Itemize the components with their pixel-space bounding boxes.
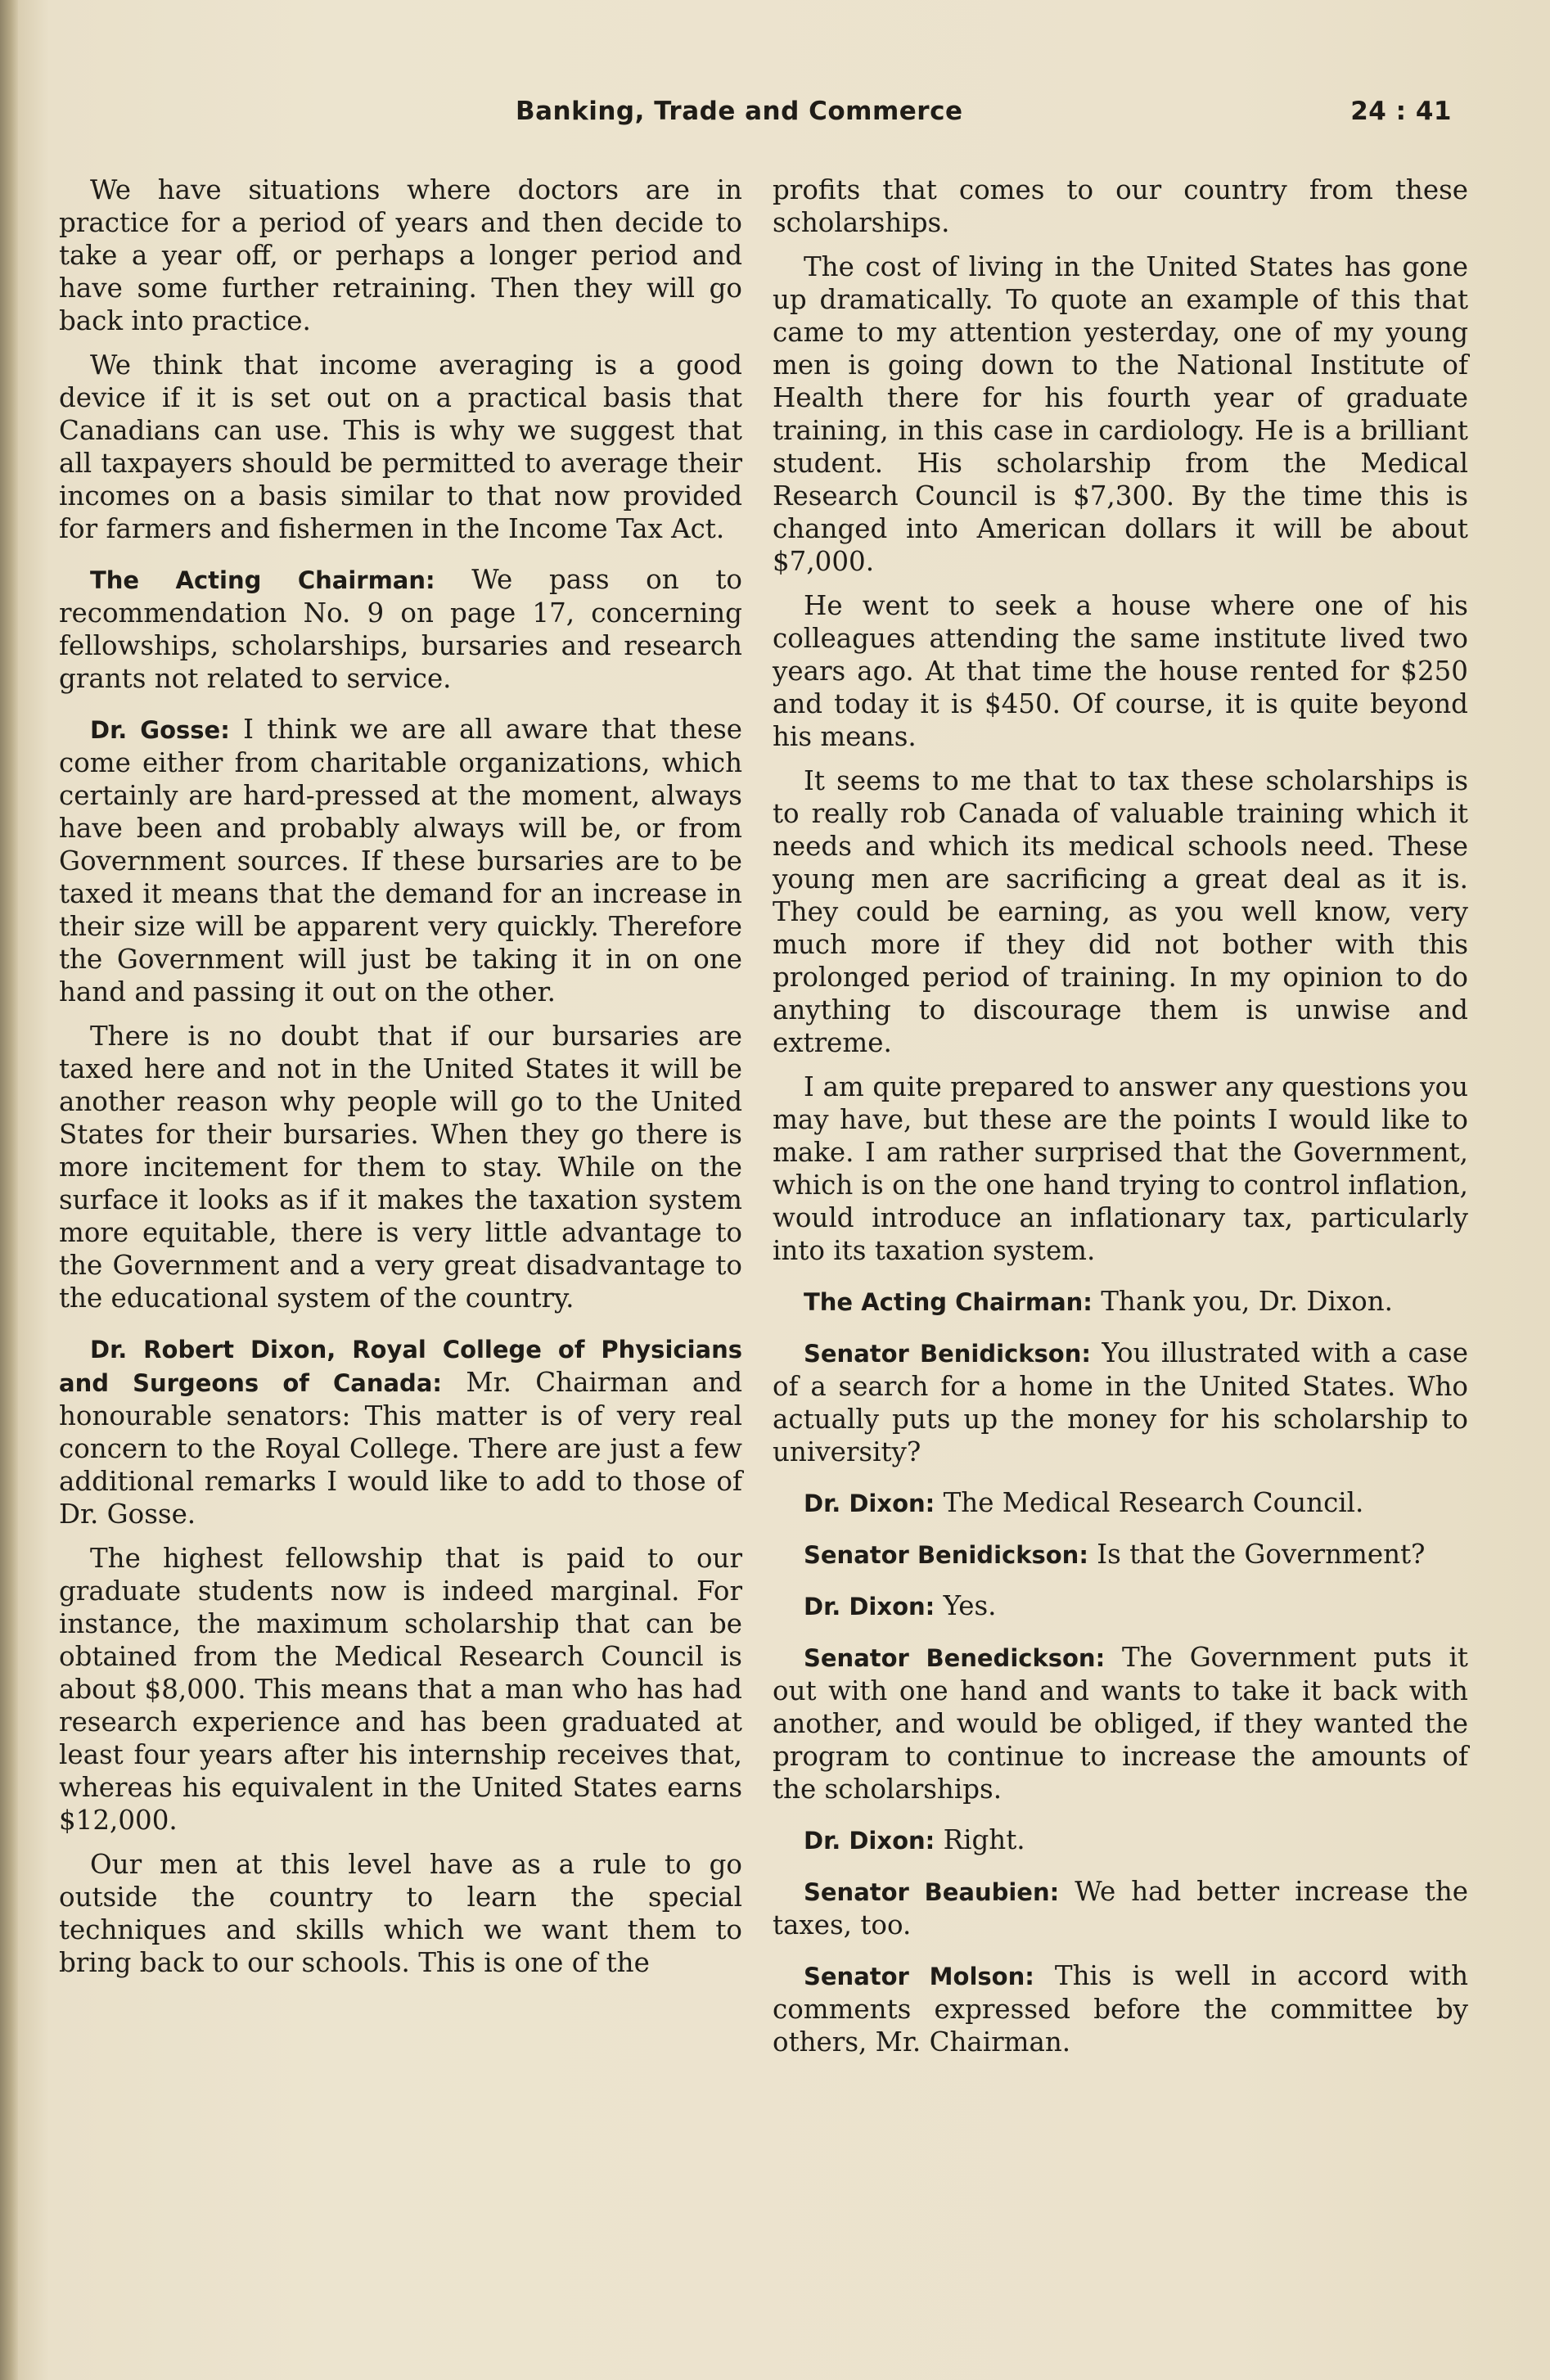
speaker-name: Dr. Gosse: xyxy=(90,716,230,744)
speaker-name: Senator Beaubien: xyxy=(804,1878,1060,1906)
paragraph-text: The Medical Research Council. xyxy=(943,1487,1364,1518)
speaker-name: Dr. Dixon: xyxy=(804,1490,935,1517)
speaker-name: Senator Benidickson: xyxy=(804,1340,1091,1368)
paragraph-text: Thank you, Dr. Dixon. xyxy=(1101,1286,1394,1317)
paragraph xyxy=(773,1875,1468,1941)
book-spine-shadow xyxy=(0,0,18,2380)
speaker-name: Senator Benedickson: xyxy=(804,1644,1106,1672)
paragraph xyxy=(773,1589,1468,1623)
paragraph-text: He went to seek a house where one of his colleagues attending the same institute lived two years ago. At that time the house rented for $250 and today it is $450. Of course, it is quite beyond his means. xyxy=(773,590,1468,752)
right-column xyxy=(773,174,1468,2070)
paragraph xyxy=(59,1332,742,1530)
left-column xyxy=(59,174,742,1990)
speaker-name: Dr. Robert Dixon, Royal College of Physicians and Surgeons of Canada: xyxy=(59,1336,742,1397)
paragraph xyxy=(59,174,742,337)
paragraph xyxy=(773,1336,1468,1468)
paragraph xyxy=(773,1285,1468,1318)
paragraph xyxy=(773,250,1468,578)
paragraph xyxy=(773,764,1468,1059)
paragraph-text: Is that the Government? xyxy=(1097,1539,1426,1570)
paragraph-text: The cost of living in the United States has gone up dramatically. To quote an example of this that came to my attention yesterday, one of my young men is going down to the National Institute of Health there for his fourth year of graduate training, in this case in cardiology. He is a brilliant student. His scholarship from the Medical Research Council is $7,300. By the time this is changed into American dollars it will be about $7,000. xyxy=(773,251,1468,577)
paragraph xyxy=(773,174,1468,239)
paragraph xyxy=(773,1641,1468,1805)
paragraph-text: The Government puts it out with one hand and wants to take it back with another, and would be obliged, if they wanted the program to continue to increase the amounts of the scholarships. xyxy=(773,1642,1468,1805)
paragraph xyxy=(59,1020,742,1314)
running-header xyxy=(507,97,1452,137)
speaker-name: Senator Molson: xyxy=(804,1963,1034,1990)
paragraph-text: You illustrated with a case of a search for a home in the United States. Who actually puts up the money for his scholarship to university? xyxy=(773,1337,1468,1467)
paragraph xyxy=(773,1823,1468,1857)
paragraph-text: profits that comes to our country from these scholarships. xyxy=(773,174,1468,238)
paragraph-text: There is no doubt that if our bursaries are taxed here and not in the United States it will be another reason why people will go to the United States for their bursaries. When they go there is more incitement for them to stay. While on the surface it looks as if it makes the taxation system more equitable, there is very little advantage to the Government and a very great disadvantage to the educational system of the country. xyxy=(59,1021,742,1314)
speaker-name: Senator Benidickson: xyxy=(804,1541,1088,1569)
paragraph-text: We think that income averaging is a good device if it is set out on a practical basis that Canadians can use. This is why we suggest that all taxpayers should be permitted to average their incomes on a basis similar to that now provided for farmers and fishermen in the Income Tax Act. xyxy=(59,349,742,544)
paragraph-text: Yes. xyxy=(943,1590,997,1621)
paragraph xyxy=(773,589,1468,753)
paragraph-text: Our men at this level have as a rule to go outside the country to learn the special techniques and skills which we want them to bring back to our schools. This is one of the xyxy=(59,1849,742,1978)
speaker-name: The Acting Chairman: xyxy=(804,1288,1093,1316)
speaker-name: Dr. Dixon: xyxy=(804,1593,935,1620)
paragraph xyxy=(773,1486,1468,1520)
paragraph-text: Right. xyxy=(943,1824,1025,1855)
paragraph-text: This is well in accord with comments expressed before the committee by others, Mr. Chairman. xyxy=(773,1960,1468,2058)
paragraph-text: It seems to me that to tax these scholarships is to really rob Canada of valuable training which it needs and which its medical schools need. These young men are sacrificing a great deal as it is. They could be earning, as you well know, very much more if they did not bother with this prolonged period of training. In my opinion to do anything to discourage them is unwise and extreme. xyxy=(773,765,1468,1058)
paragraph-text: The highest fellowship that is paid to our graduate students now is indeed marginal. For instance, the maximum scholarship that can be obtained from the Medical Research Council is about $8,000. This means that a man who has had research experience and has been graduated at least four years after his internship receives that, whereas his equivalent in the United States earns $12,000. xyxy=(59,1543,742,1836)
paragraph xyxy=(59,563,742,695)
paragraph xyxy=(59,1848,742,1979)
paragraph xyxy=(59,1542,742,1837)
paragraph xyxy=(59,349,742,545)
paragraph xyxy=(773,1959,1468,2058)
speaker-name: Dr. Dixon: xyxy=(804,1827,935,1855)
paragraph xyxy=(59,713,742,1008)
paragraph xyxy=(773,1538,1468,1571)
paragraph-text: I think we are all aware that these come either from charitable organizations, which certainly are hard-pressed at the moment, always have been and probably always will be, or from Government sources. If these bursaries are to be taxed it means that the demand for an increase in their size will be apparent very quickly. Therefore the Government will just be taking it in on one hand and passing it out on the other. xyxy=(59,714,742,1007)
paragraph-text: Mr. Chairman and honourable senators: This matter is of very real concern to the Royal College. There are just a few additional remarks I would like to add to those of Dr. Gosse. xyxy=(59,1367,742,1530)
speaker-name: The Acting Chairman: xyxy=(90,566,435,594)
paragraph-text: We pass on to recommendation No. 9 on page 17, concerning fellowships, scholarships, bursaries and research grants not related to service. xyxy=(59,564,742,694)
paragraph-text: I am quite prepared to answer any questions you may have, but these are the points I would like to make. I am rather surprised that the Government, which is on the one hand trying to control inflation, would introduce an inflationary tax, particularly into its taxation system. xyxy=(773,1071,1468,1266)
paragraph xyxy=(773,1071,1468,1267)
paragraph-text: We had better increase the taxes, too. xyxy=(773,1876,1468,1941)
page-number: 24 : 41 xyxy=(1350,97,1452,126)
paragraph-text: We have situations where doctors are in practice for a period of years and then decide to take a year off, or perhaps a longer period and have some further retraining. Then they will go back into practice. xyxy=(59,174,742,336)
header-title: Banking, Trade and Commerce xyxy=(516,97,963,126)
